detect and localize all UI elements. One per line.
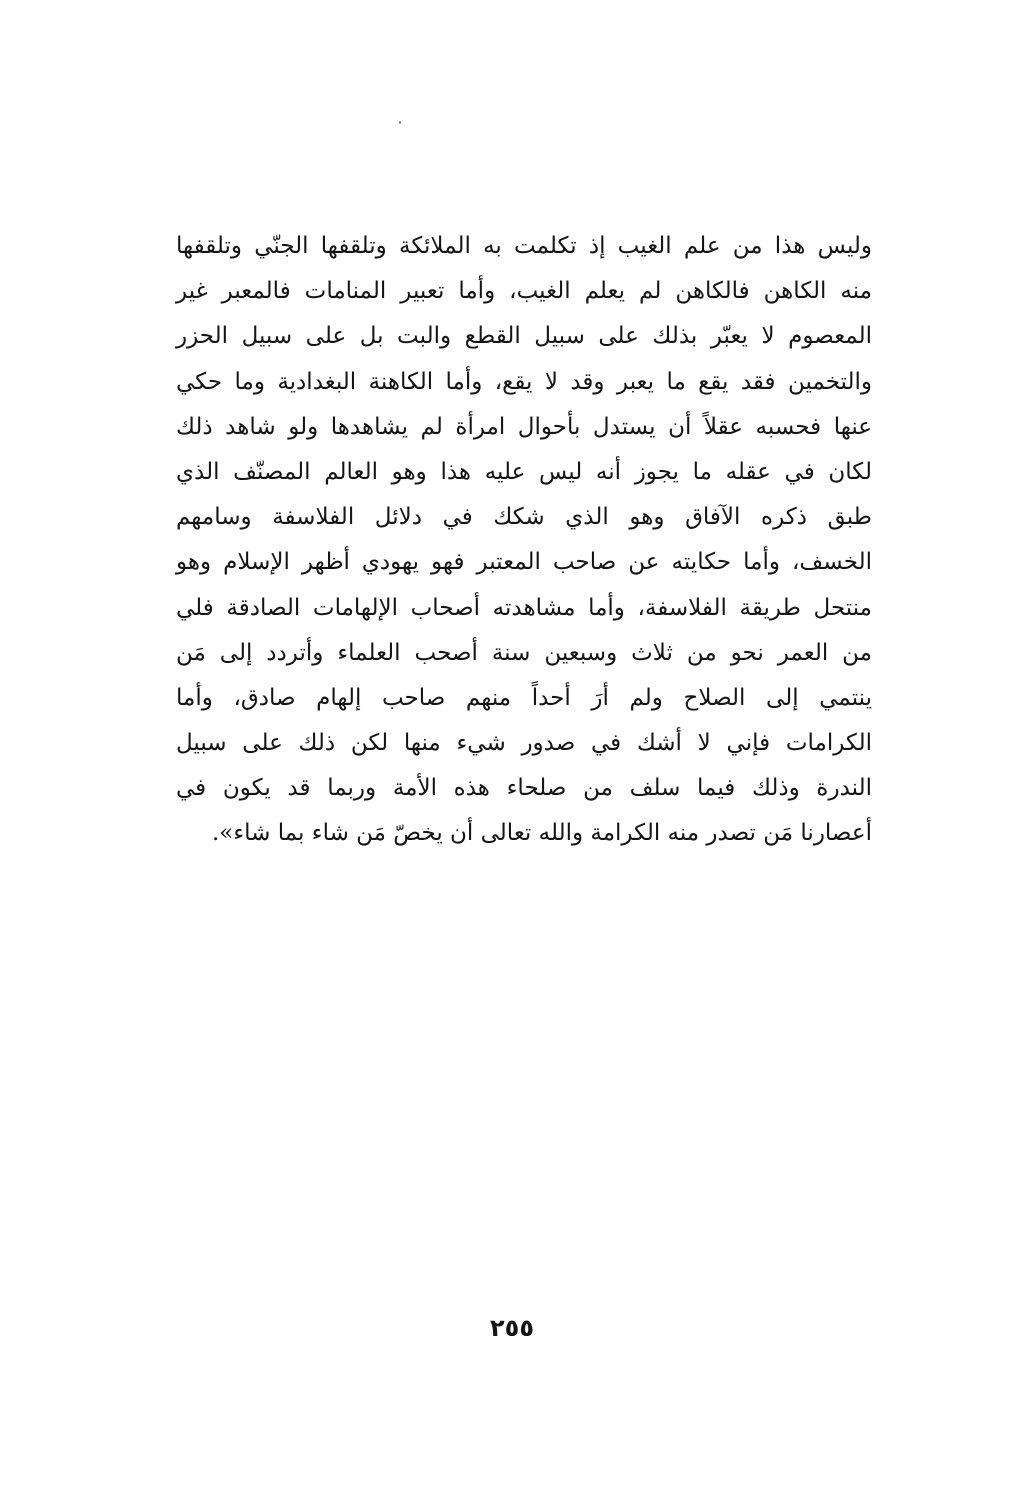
page-number: ٢٥٥	[490, 1314, 534, 1342]
text-line-7: طبق ذكره الآفاق وهو الذي شكك في دلائل الفلاسفة وسامهم	[176, 504, 872, 531]
text-line-10: من العمر نحو من ثلاث وسبعين سنة أصحب العلماء وأتردد إلى مَن	[176, 639, 872, 666]
text-line-11: ينتمي إلى الصلاح ولم أرَ أحداً منهم صاحب إلهام صادق، وأما	[176, 684, 872, 711]
text-line-5: عنها فحسبه عقلاً أن يستدل بأحوال امرأة لم يشاهدها ولو شاهد ذلك	[176, 413, 872, 440]
text-line-12: الكرامات فإني لا أشك في صدور شيء منها لكن ذلك على سبيل	[176, 730, 872, 757]
text-line-2: منه الكاهن فالكاهن لم يعلم الغيب، وأما تعبير المنامات فالمعبر غير	[176, 278, 872, 305]
text-line-8: الخسف، وأما حكايته عن صاحب المعتبر فهو يهودي أظهر الإسلام وهو	[176, 549, 872, 576]
text-line-3: المعصوم لا يعبّر بذلك على سبيل القطع والبت بل على سبيل الحزر	[176, 323, 872, 350]
text-line-4: والتخمين فقد يقع ما يعبر وقد لا يقع، وأما الكاهنة البغدادية وما حكي	[176, 368, 872, 395]
text-line-6: لكان في عقله ما يجوز أنه ليس عليه هذا وهو العالم المصنّف الذي	[176, 458, 872, 485]
text-line-13: الندرة وذلك فيما سلف من صلحاء هذه الأمة وربما قد يكون في	[176, 775, 872, 802]
body-text	[176, 224, 872, 857]
text-line-1: وليس هذا من علم الغيب إذ تكلمت به الملائكة وتلقفها الجنّي وتلقفها	[176, 233, 872, 259]
text-line-14: أعصارنا مَن تصدر منه الكرامة والله تعالى أن يخصّ مَن شاء بما شاء».	[211, 820, 872, 847]
scan-speck	[399, 121, 401, 124]
text-line-9: منتحل طريقة الفلاسفة، وأما مشاهدته أصحاب الإلهامات الصادقة فلي	[176, 594, 872, 621]
